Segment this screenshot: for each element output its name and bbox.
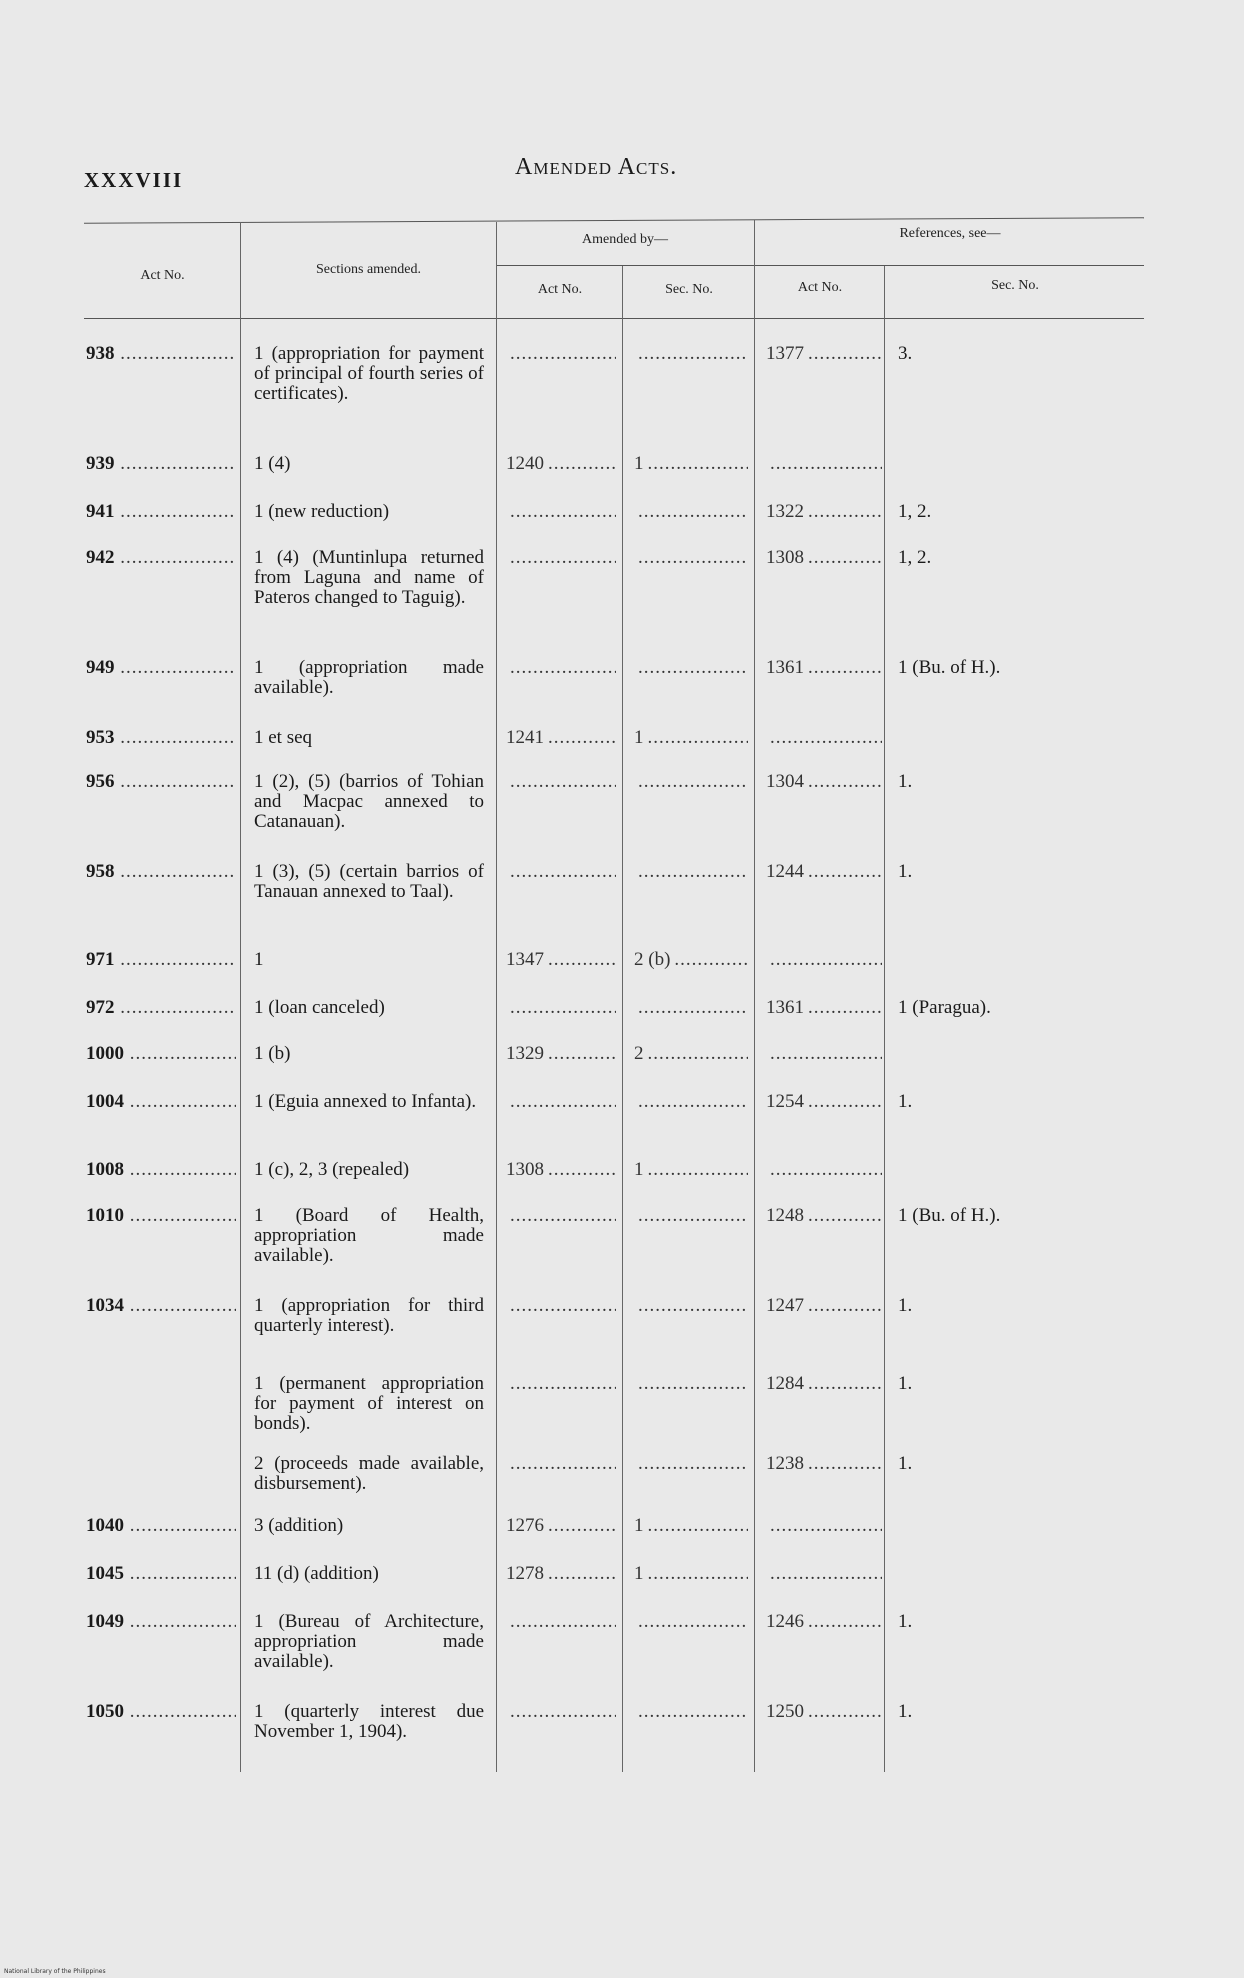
sections-amended: 11 (d) (addition) [254,1563,379,1584]
amended-by-act-no: 1329 ..... [506,1044,616,1064]
amended-by-act-no [506,1454,616,1474]
sections-amended: 1 (appropriation made available). [254,657,484,698]
sections-amended: 1 (appropriation for payment of principal of fourth series of certificates). [254,343,484,404]
amended-by-act-no [506,344,616,364]
amended-by-act-no: 1241 ..... [506,728,616,748]
reference-act-no: 1247 ..... [766,1296,882,1316]
act-number: 1010 ..... [86,1206,236,1226]
reference-act-no [766,1516,882,1536]
amended-by-sec-no: 1 ..... [634,1564,748,1584]
page-number: XXXVIII [84,168,184,192]
reference-sec-no: 1 (Paragua). [898,997,991,1018]
reference-act-no: 1248 ..... [766,1206,882,1226]
sections-amended: 1 (permanent appropriation for payment of interest on bonds). [254,1373,484,1434]
header-amended-act-no: Act No. [537,282,583,297]
sections-amended: 1 (c), 2, 3 (repealed) [254,1159,410,1180]
page-title: Amended Acts. [515,154,678,180]
amended-by-act-no [506,548,616,568]
sections-amended: 1 (quarterly interest due November 1, 1904). [254,1701,484,1742]
amended-by-sec-no: 2 (b) ..... [634,950,748,970]
reference-sec-no: 1. [898,861,913,882]
reference-act-no [766,454,882,474]
amended-by-act-no: 1240 ..... [506,454,616,474]
header-references: References, see— [899,226,1001,241]
amended-by-act-no [506,1612,616,1632]
amended-by-act-no [506,658,616,678]
reference-sec-no: 1. [898,1295,913,1316]
sections-amended: 1 (b) [254,1043,291,1064]
sections-amended: 1 (Board of Health, appropriation made available). [254,1205,484,1266]
sections-amended: 3 (addition) [254,1515,344,1536]
reference-sec-no: 1. [898,1091,913,1112]
sections-amended: 1 (appropriation for third quarterly interest). [254,1295,484,1336]
sections-amended: 1 et seq [254,727,313,748]
act-number: 1045 ..... [86,1564,236,1584]
reference-act-no: 1284 ..... [766,1374,882,1394]
amended-by-act-no [506,862,616,882]
act-number: 972 ..... [86,998,236,1018]
reference-act-no: 1377 ..... [766,344,882,364]
column-divider [240,222,241,1772]
amended-by-sec-no [634,1374,748,1394]
sections-amended: 1 (loan canceled) [254,997,385,1018]
act-number: 958 ..... [86,862,236,882]
reference-act-no [766,1044,882,1064]
amended-by-sec-no: 1 ..... [634,728,748,748]
act-number: 1004 ..... [86,1092,236,1112]
act-number: 949 ..... [86,658,236,678]
act-number: 971 ..... [86,950,236,970]
reference-sec-no: 1 (Bu. of H.). [898,1205,1001,1226]
reference-sec-no: 1. [898,1373,913,1394]
amended-by-act-no: 1308 ..... [506,1160,616,1180]
act-number: 1040 ..... [86,1516,236,1536]
sections-amended: 2 (proceeds made available, disbursement). [254,1453,484,1494]
act-number: 1000 ..... [86,1044,236,1064]
amended-by-sec-no [634,862,748,882]
subheader-rule [496,265,1144,266]
act-number: 942 ..... [86,548,236,568]
header-sections-amended: Sections amended. [316,262,421,277]
header-amended-by: Amended by— [582,232,668,247]
reference-sec-no: 3. [898,343,913,364]
reference-act-no: 1250 ..... [766,1702,882,1722]
act-number: 1050 ..... [86,1702,236,1722]
sections-amended: 1 (new reduction) [254,501,390,522]
reference-sec-no: 1. [898,1701,913,1722]
header-ref-sec-no: Sec. No. [991,278,1039,293]
header-ref-act-no: Act No. [797,280,843,295]
column-divider [622,266,623,1772]
reference-act-no: 1361 ..... [766,658,882,678]
column-divider [496,222,497,1772]
amended-by-sec-no: 1 ..... [634,454,748,474]
reference-sec-no: 1 (Bu. of H.). [898,657,1001,678]
amended-by-act-no: 1347 ..... [506,950,616,970]
sections-amended: 1 [254,949,264,970]
amended-by-act-no [506,1702,616,1722]
amended-by-sec-no [634,548,748,568]
amended-by-sec-no [634,344,748,364]
reference-act-no: 1238 ..... [766,1454,882,1474]
reference-act-no: 1361 ..... [766,998,882,1018]
reference-act-no: 1304 ..... [766,772,882,792]
column-divider [754,220,755,1772]
sections-amended: 1 (Eguia annexed to Infanta). [254,1091,477,1112]
amended-by-sec-no [634,658,748,678]
footer-credit: National Library of the Philippines [4,1968,106,1975]
reference-act-no: 1322 ..... [766,502,882,522]
reference-act-no: 1246 ..... [766,1612,882,1632]
act-number: 1008 ..... [86,1160,236,1180]
act-number: 1034 ..... [86,1296,236,1316]
amended-by-act-no [506,1296,616,1316]
reference-act-no [766,1564,882,1584]
reference-sec-no: 1. [898,1611,913,1632]
amended-by-sec-no: 2 ..... [634,1044,748,1064]
act-number: 941 ..... [86,502,236,522]
reference-act-no: 1254 ..... [766,1092,882,1112]
header-act-no: Act No. [140,268,185,283]
amended-by-sec-no: 1 ..... [634,1516,748,1536]
reference-act-no [766,1160,882,1180]
act-number: 1049 ..... [86,1612,236,1632]
amended-by-sec-no [634,1612,748,1632]
header-amended-sec-no: Sec. No. [665,282,713,297]
amended-by-act-no [506,772,616,792]
header-bottom-rule [84,318,1144,319]
table-top-rule [84,217,1144,224]
sections-amended: 1 (4) (Muntinlupa returned from Laguna and name of Pateros changed to Taguig). [254,547,484,608]
amended-by-act-no [506,1092,616,1112]
amended-by-act-no [506,502,616,522]
act-number: 953 ..... [86,728,236,748]
amended-by-sec-no [634,998,748,1018]
sections-amended: 1 (Bureau of Architecture, appropriation made available). [254,1611,484,1672]
reference-act-no: 1244 ..... [766,862,882,882]
amended-by-sec-no [634,1296,748,1316]
act-number: 956 ..... [86,772,236,792]
reference-sec-no: 1. [898,771,913,792]
amended-by-sec-no: 1 ..... [634,1160,748,1180]
reference-act-no [766,950,882,970]
column-divider [884,266,885,1772]
reference-sec-no: 1, 2. [898,547,932,568]
act-number: 939 ..... [86,454,236,474]
sections-amended: 1 (3), (5) (certain barrios of Tanauan annexed to Taal). [254,861,484,902]
reference-act-no [766,728,882,748]
amended-by-sec-no [634,1206,748,1226]
amended-by-act-no [506,998,616,1018]
amended-by-act-no [506,1374,616,1394]
reference-sec-no: 1, 2. [898,501,932,522]
reference-act-no: 1308 ..... [766,548,882,568]
amended-by-act-no [506,1206,616,1226]
amended-by-act-no: 1278 ..... [506,1564,616,1584]
amended-by-sec-no [634,1092,748,1112]
amended-by-sec-no [634,502,748,522]
amended-by-sec-no [634,772,748,792]
act-number: 938 ..... [86,344,236,364]
amended-by-act-no: 1276 ..... [506,1516,616,1536]
reference-sec-no: 1. [898,1453,913,1474]
sections-amended: 1 (4) [254,453,291,474]
sections-amended: 1 (2), (5) (barrios of Tohian and Macpac annexed to Catanauan). [254,771,484,832]
amended-by-sec-no [634,1454,748,1474]
amended-by-sec-no [634,1702,748,1722]
